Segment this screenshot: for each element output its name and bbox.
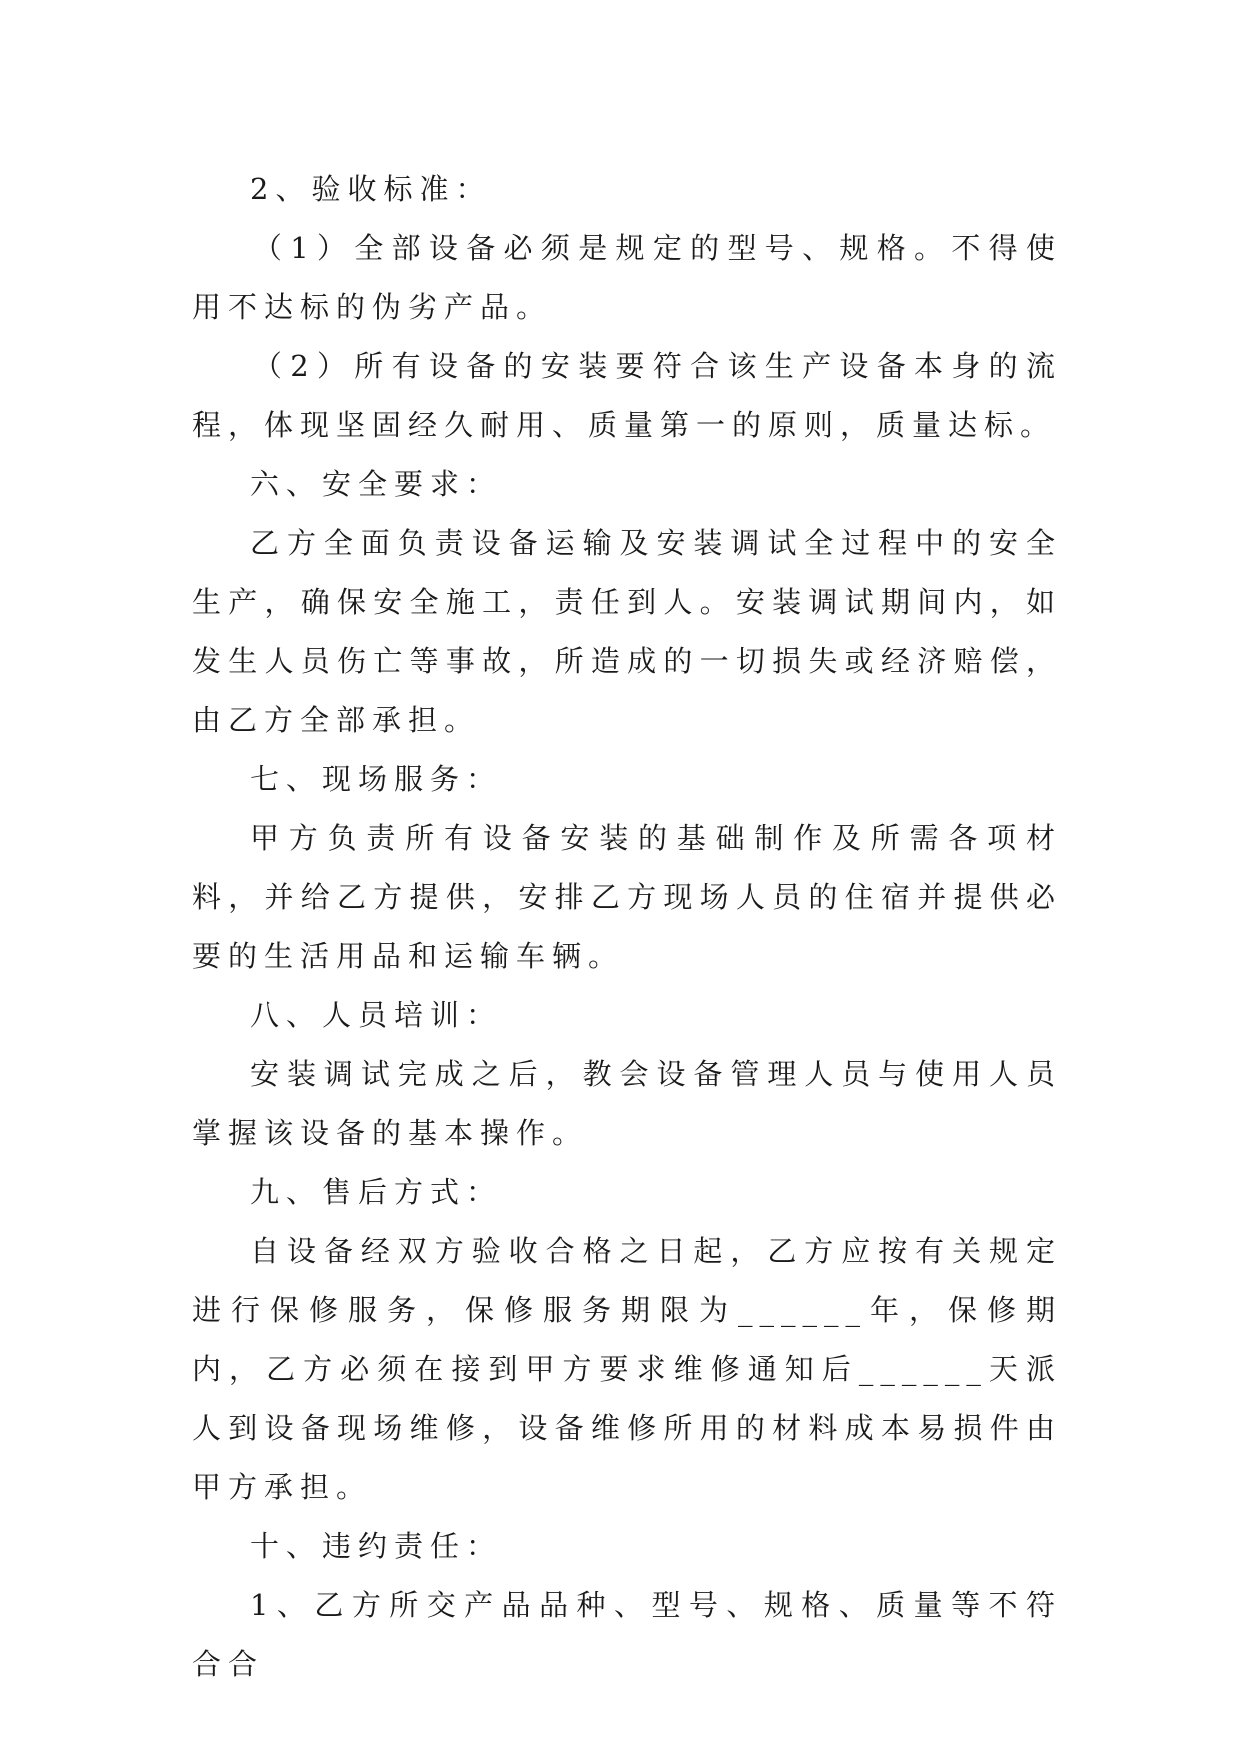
- section-heading-onsite-service: 七、现场服务：: [250, 762, 503, 796]
- section-heading-training: 八、人员培训：: [250, 998, 503, 1032]
- paragraph-acceptance-item-2: （2）所有设备的安装要符合该生产设备本身的流程，体现坚固经久耐用、质量第一的原则，质量达标。: [192, 349, 1062, 442]
- document-body: [192, 160, 1062, 1694]
- paragraph-training: 安装调试完成之后，教会设备管理人员与使用人员掌握该设备的基本操作。: [192, 1057, 1062, 1150]
- paragraph-after-sales: 自设备经双方验收合格之日起，乙方应按有关规定进行保修服务，保修服务期限为______年，保修期内，乙方必须在接到甲方要求维修通知后______天派人到设备现场维修，设备维修所用的材料成本易损件由甲方承担。: [192, 1234, 1062, 1504]
- paragraph-acceptance-item-1: （1）全部设备必须是规定的型号、规格。不得使用不达标的伪劣产品。: [192, 231, 1062, 324]
- section-heading-liability: 十、违约责任：: [250, 1529, 503, 1563]
- paragraph-acceptance-standard-heading: 2、验收标准：: [250, 172, 492, 206]
- paragraph-safety: 乙方全面负责设备运输及安装调试全过程中的安全生产，确保安全施工，责任到人。安装调试期间内，如发生人员伤亡等事故，所造成的一切损失或经济赔偿，由乙方全部承担。: [192, 526, 1062, 737]
- section-heading-after-sales: 九、售后方式：: [250, 1175, 503, 1209]
- paragraph-onsite-service: 甲方负责所有设备安装的基础制作及所需各项材料，并给乙方提供，安排乙方现场人员的住宿并提供必要的生活用品和运输车辆。: [192, 821, 1062, 973]
- section-heading-safety: 六、安全要求：: [250, 467, 503, 501]
- paragraph-liability-item-1: 1、乙方所交产品品种、型号、规格、质量等不符合合: [192, 1588, 1062, 1681]
